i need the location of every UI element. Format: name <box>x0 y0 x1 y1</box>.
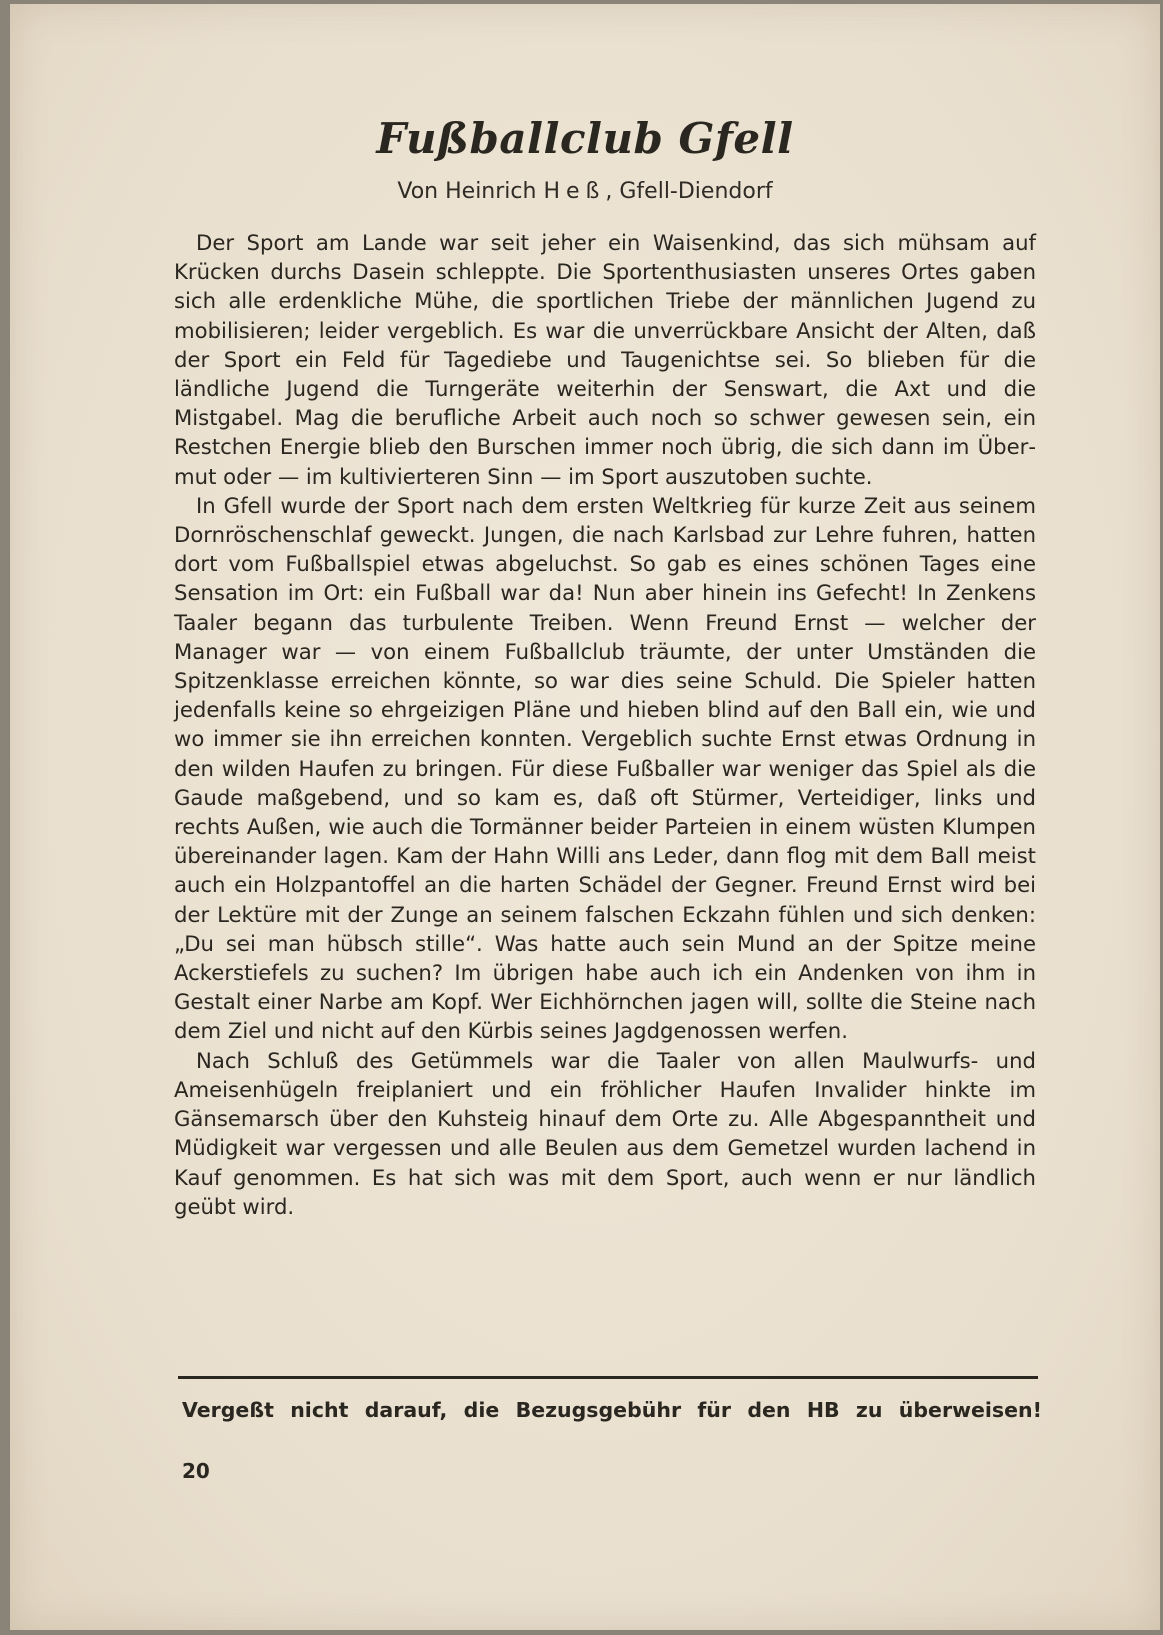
subscription-notice: Vergeßt nicht darauf, die Bezugsgebühr für den HB zu überweisen! <box>182 1398 1042 1422</box>
byline-suffix: , Gfell-Diendorf <box>605 179 773 204</box>
page-number: 20 <box>182 1459 210 1483</box>
article-paragraph-3: Nach Schluß des Getümmels war die Taaler von allen Maulwurfs- und Ameisenhügeln freiplaniert und ein fröhlicher Haufen Invalider hinkte im Gänsemarsch über den Kuhsteig hinauf dem Orte zu. Alle Abgespanntheit und Müdigkeit war vergessen und alle Beulen aus dem Gemetzel wurden lachend in Kauf genommen. Es hat sich was mit dem Sport, auch wenn er nur ländlich geübt wird. <box>174 1047 1036 1219</box>
separator-rule <box>178 1376 1038 1379</box>
article-paragraph-1: Der Sport am Lande war seit jeher ein Waisenkind, das sich mühsam auf Krücken durchs Dasein schleppte. Die Sportenthusiasten unseres Ortes gaben sich alle erdenkliche Mühe, die sportlichen Triebe der männlichen Jugend zu mobilisieren; leider vergeblich. Es war die unverrückbare Ansicht der Alten, daß der Sport ein Feld für Tagediebe und Taugenichtse sei. So blieben für die ländliche Jugend die Turngeräte weiterhin der Senswart, die Axt und die Mistgabel. Mag die berufliche Arbeit auch noch so schwer gewesen sein, ein Restchen Energie blieb den Burschen immer noch übrig, die sich dann im Übermut oder — im kultivierteren Sinn — im Sport auszutoben suchte. <box>174 230 1036 489</box>
article-paragraph-2: In Gfell wurde der Sport nach dem ersten Weltkrieg für kurze Zeit aus seinem Dornröschenschlaf geweckt. Jungen, die nach Karlsbad zur Lehre fuhren, hatten dort vom Fußballspiel etwas abgeluchst. So gab es eines schönen Tages eine Sensation im Ort: ein Fußball war da! Nun aber hinein ins Gefecht! In Zenkens Taaler begann das turbulente Treiben. Wenn Freund Ernst — welcher der Manager war — von einem Fußballclub träumte, der unter Umständen die Spitzenklasse erreichen könnte, so war dies seine Schuld. Die Spieler hatten jedenfalls keine so ehrgeizigen Pläne und hieben blind auf den Ball ein, wie und wo immer sie ihn erreichen konnten. Vergeblich suchte Ernst etwas Ordnung in den wilden Haufen zu bringen. Für diese Fußballer war weniger das Spiel als die Gaude maßgebend, und so kam es, daß oft Stürmer, Verteidiger, links und rechts Außen, wie auch die Tormänner beider Parteien in einem wüsten Klumpen übereinander lagen. Kam der Hahn Willi ans Leder, dann flog mit dem Ball meist auch ein Holzpantoffel an die harten Schädel der Gegner. Freund Ernst wird bei der Lektüre mit der Zunge an seinem falschen Eckzahn fühlen und sich denken: „Du sei man hübsch stille“. Was hatte auch sein Mund an der Spitze meine Ackerstiefels zu suchen? Im übrigen habe auch ich ein Andenken von ihm in Gestalt einer Narbe am Kopf. Wer Eichhörnchen jagen will, sollte die Steine nach dem Ziel und nicht auf den Kürbis seines Jagdgenossen werfen. <box>174 492 1036 1044</box>
article-title: Fußballclub Gfell <box>376 114 794 163</box>
article-byline <box>10 179 1160 204</box>
byline-prefix: Von Heinrich <box>397 179 537 204</box>
article-body <box>174 228 1036 1221</box>
byline-author-surname: Heß <box>543 179 606 204</box>
document-page <box>10 4 1160 1630</box>
